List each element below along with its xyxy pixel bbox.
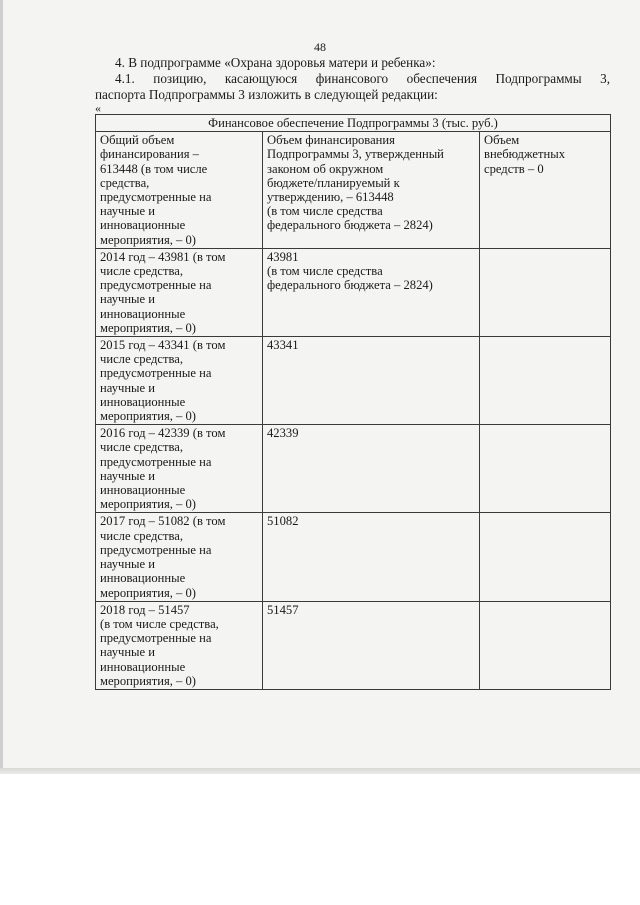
total-financing-cell: Общий объем финансирования – 613448 (в том числе средства, предусмотренные на научные и инновационные мероприятия, – 0) bbox=[96, 132, 263, 249]
extrabudgetary-value-cell bbox=[480, 513, 611, 601]
year-cell: 2014 год – 43981 (в том числе средства, предусмотренные на научные и инновационные мероприятия, – 0) bbox=[96, 248, 263, 336]
year-cell: 2015 год – 43341 (в том числе средства, предусмотренные на научные и инновационные мероприятия, – 0) bbox=[96, 337, 263, 425]
extrabudgetary-value-cell bbox=[480, 425, 611, 513]
budget-value-cell: 43341 bbox=[263, 337, 480, 425]
table-caption: Финансовое обеспечение Подпрограммы 3 (тыс. руб.) bbox=[96, 115, 611, 132]
paragraph-item-4-1: 4.1. позицию, касающуюся финансового обеспечения Подпрограммы 3, bbox=[115, 71, 610, 86]
extrabudgetary-value-cell bbox=[480, 248, 611, 336]
financing-table bbox=[95, 114, 611, 690]
budget-value-cell: 43981 (в том числе средства федерального бюджета – 2824) bbox=[263, 248, 480, 336]
budget-value-cell: 51457 bbox=[263, 601, 480, 689]
extrabudgetary-value-cell bbox=[480, 601, 611, 689]
scan-left-edge bbox=[0, 0, 3, 770]
table-row-2014 bbox=[96, 248, 611, 336]
table-header-row bbox=[96, 132, 611, 249]
budget-financing-cell: Объем финансирования Подпрограммы 3, утвержденный законом об окружном бюджете/планируемый к утверждению, – 613448 (в том числе средства федерального бюджета – 2824) bbox=[263, 132, 480, 249]
year-cell: 2016 год – 42339 (в том числе средства, предусмотренные на научные и инновационные мероприятия, – 0) bbox=[96, 425, 263, 513]
paragraph-item-4: 4. В подпрограмме «Охрана здоровья матери и ребенка»: bbox=[115, 55, 436, 70]
budget-value-cell: 51082 bbox=[263, 513, 480, 601]
table-row-2015 bbox=[96, 337, 611, 425]
year-cell: 2017 год – 51082 (в том числе средства, предусмотренные на научные и инновационные мероприятия, – 0) bbox=[96, 513, 263, 601]
table-row-2017 bbox=[96, 513, 611, 601]
extrabudgetary-cell: Объем внебюджетных средств – 0 bbox=[480, 132, 611, 249]
opening-quote-mark: « bbox=[95, 101, 101, 115]
year-cell: 2018 год – 51457 (в том числе средства, предусмотренные на научные и инновационные мероприятия, – 0) bbox=[96, 601, 263, 689]
extrabudgetary-value-cell bbox=[480, 337, 611, 425]
page-number: 48 bbox=[314, 40, 326, 54]
table-row-2018 bbox=[96, 601, 611, 689]
budget-value-cell: 42339 bbox=[263, 425, 480, 513]
scan-bottom-edge bbox=[0, 768, 640, 774]
paragraph-item-4-1-continuation: паспорта Подпрограммы 3 изложить в следующей редакции: bbox=[95, 87, 438, 102]
table-row-2016 bbox=[96, 425, 611, 513]
